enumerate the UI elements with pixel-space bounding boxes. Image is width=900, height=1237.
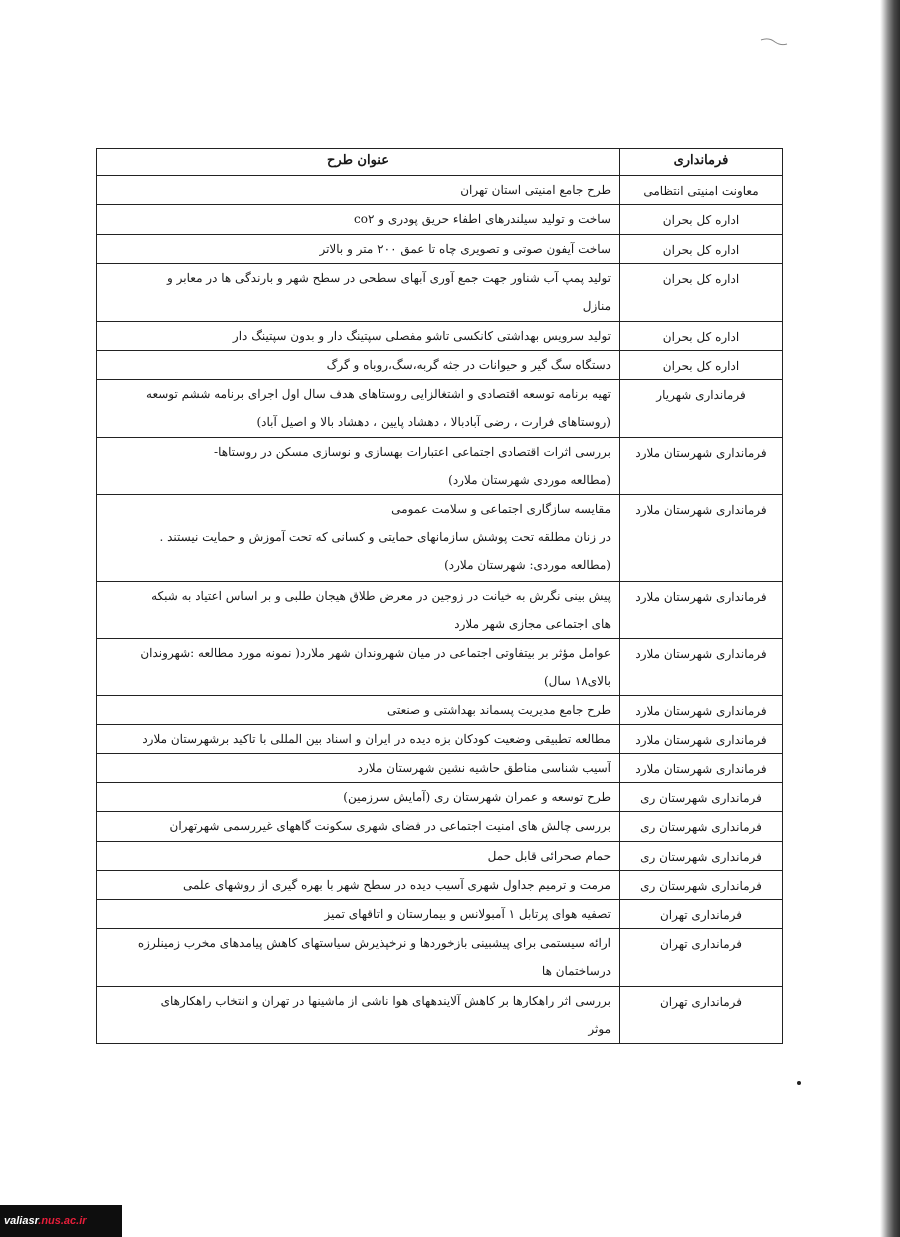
- governorate-cell: اداره کل بحران: [620, 322, 783, 351]
- governorate-cell: فرمانداری شهرستان ملارد: [620, 754, 783, 783]
- site-watermark: [0, 1205, 122, 1237]
- table-row: [97, 725, 783, 754]
- project-title-line: بالای۱۸ سال): [543, 674, 611, 688]
- project-title-cell: [97, 176, 620, 205]
- project-title-cell: [97, 871, 620, 900]
- project-title-line: (مطالعه موردی: شهرستان ملارد): [444, 558, 611, 572]
- table-row: [97, 205, 783, 235]
- table-row: [97, 438, 783, 495]
- table-row: [97, 987, 783, 1044]
- project-title-line: بررسی اثر راهکارها بر کاهش آلایندههای هوا ناشی از ماشینها در تهران و انتخاب راهکارهای: [160, 994, 611, 1008]
- governorate-cell: اداره کل بحران: [620, 205, 783, 235]
- project-title-line: بررسی اثرات اقتصادی اجتماعی اعتبارات بهسازی و نوسازی مسکن در روستاها-: [214, 445, 611, 459]
- project-title-cell: [97, 322, 620, 351]
- project-title-cell: [97, 842, 620, 871]
- table-row: [97, 351, 783, 380]
- project-title-line: طرح توسعه و عمران شهرستان ری (آمایش سرزمین): [343, 790, 611, 804]
- table-row: [97, 900, 783, 929]
- table-row: [97, 264, 783, 322]
- site-watermark-suffix: .nus.ac.ir: [38, 1215, 87, 1227]
- table-row: [97, 812, 783, 842]
- project-title-line: طرح جامع مدیریت پسماند بهداشتی و صنعتی: [387, 703, 611, 717]
- site-watermark-prefix: valiasr: [4, 1215, 39, 1227]
- project-title-line: منازل: [582, 299, 611, 313]
- governorate-cell: فرمانداری شهرستان ملارد: [620, 725, 783, 754]
- project-title-cell: [97, 264, 620, 322]
- table-row: [97, 380, 783, 438]
- table-row: [97, 322, 783, 351]
- table-body: [97, 176, 783, 1044]
- table-row: [97, 696, 783, 725]
- table-row: [97, 754, 783, 783]
- project-title-line: در زنان مطلقه تحت پوشش سازمانهای حمایتی و کسانی که تحت آموزش و حمایت نیستند .: [159, 530, 611, 544]
- project-title-cell: [97, 812, 620, 842]
- table-row: [97, 842, 783, 871]
- governorate-cell: فرمانداری شهرستان ملارد: [620, 438, 783, 495]
- governorate-cell: فرمانداری شهریار: [620, 380, 783, 438]
- project-title-line: ارائه سیستمی برای پیشبینی بازخوردها و نرخپذیرش سیاستهای کاهش پیامدهای مخرب زمینلرزه: [137, 936, 611, 950]
- governorate-cell: فرمانداری شهرستان ری: [620, 842, 783, 871]
- header-project-title: عنوان طرح: [97, 149, 620, 176]
- project-title-cell: [97, 351, 620, 380]
- project-title-line: درساختمان ها: [541, 964, 611, 978]
- project-title-line: مطالعه تطبیقی وضعیت کودکان بزه دیده در ایران و اسناد بین المللی با تاکید برشهرستان ملارد: [142, 732, 611, 746]
- governorate-cell: فرمانداری شهرستان ملارد: [620, 495, 783, 582]
- project-title-cell: [97, 725, 620, 754]
- project-title-cell: [97, 235, 620, 264]
- governorate-cell: فرمانداری شهرستان ملارد: [620, 582, 783, 639]
- project-title-cell: [97, 929, 620, 987]
- project-title-line: تولید پمپ آب شناور جهت جمع آوری آبهای سطحی در سطح شهر و بارندگی ها در معابر و: [167, 271, 611, 285]
- project-title-line: تصفیه هوای پرتابل ۱ آمبولانس و بیمارستان و اتاقهای تمیز: [324, 907, 611, 921]
- table-row: [97, 929, 783, 987]
- governorate-cell: فرمانداری شهرستان ملارد: [620, 639, 783, 696]
- project-title-cell: [97, 380, 620, 438]
- project-title-line: (روستاهای فرارت ، رضی آبادبالا ، دهشاد پایین ، دهشاد بالا و اصیل آباد): [256, 415, 611, 429]
- project-title-line: تولید سرویس بهداشتی کانکسی تاشو مفصلی سپتینگ دار و بدون سپتینگ دار: [232, 329, 611, 343]
- project-title-line: (مطالعه موردی شهرستان ملارد): [448, 473, 611, 487]
- project-title-line: مرمت و ترمیم جداول شهری آسیب دیده در سطح شهر با بهره گیری از روشهای علمی: [182, 878, 611, 892]
- project-title-cell: [97, 900, 620, 929]
- governorate-cell: اداره کل بحران: [620, 235, 783, 264]
- governorate-cell: فرمانداری شهرستان ری: [620, 812, 783, 842]
- table-row: [97, 639, 783, 696]
- project-title-line: دستگاه سگ گیر و حیوانات در جثه گربه،سگ،روباه و گرگ: [326, 358, 611, 372]
- scan-mark: [759, 36, 789, 48]
- stray-dot: [797, 1081, 801, 1085]
- table-row: [97, 582, 783, 639]
- governorate-cell: اداره کل بحران: [620, 264, 783, 322]
- project-title-cell: [97, 639, 620, 696]
- governorate-cell: فرمانداری شهرستان ری: [620, 783, 783, 812]
- project-title-cell: [97, 696, 620, 725]
- table-row: [97, 783, 783, 812]
- governorate-cell: معاونت امنیتی انتظامی: [620, 176, 783, 205]
- scan-edge-shadow: [880, 0, 900, 1237]
- project-title-line: عوامل مؤثر بر بیتفاوتی اجتماعی در میان شهروندان شهر ملارد( نمونه مورد مطالعه :شهروندان: [140, 646, 611, 660]
- governorate-cell: اداره کل بحران: [620, 351, 783, 380]
- project-title-line: ساخت آیفون صوتی و تصویری چاه تا عمق ۲۰۰ متر و بالاتر: [319, 242, 611, 256]
- project-title-cell: [97, 987, 620, 1044]
- project-title-cell: [97, 438, 620, 495]
- table-row: [97, 235, 783, 264]
- governorate-cell: فرمانداری تهران: [620, 929, 783, 987]
- project-title-line: ساخت و تولید سیلندرهای اطفاء حریق پودری و co۲: [354, 212, 611, 226]
- project-title-line: بررسی چالش های امنیت اجتماعی در فضای شهری سکونت گاههای غیررسمی شهرتهران: [169, 819, 611, 833]
- project-title-line: های اجتماعی مجازی شهر ملارد: [454, 617, 611, 631]
- project-title-cell: [97, 754, 620, 783]
- project-title-cell: [97, 582, 620, 639]
- project-title-line: موثر: [588, 1022, 611, 1036]
- project-title-line: مقایسه سازگاری اجتماعی و سلامت عمومی: [391, 502, 611, 516]
- project-title-line: آسیب شناسی مناطق حاشیه نشین شهرستان ملارد: [357, 761, 611, 775]
- project-title-cell: [97, 205, 620, 235]
- project-title-cell: [97, 495, 620, 582]
- projects-table: [96, 148, 783, 1044]
- governorate-cell: فرمانداری تهران: [620, 900, 783, 929]
- project-title-line: تهیه برنامه توسعه اقتصادی و اشتغالزایی روستاهای هدف سال اول اجرای برنامه ششم توسعه: [146, 387, 611, 401]
- project-title-cell: [97, 783, 620, 812]
- project-title-line: پیش بینی نگرش به خیانت در زوجین در معرض طلاق هیجان طلبی و بر اساس اعتیاد به شبکه: [151, 589, 611, 603]
- project-title-line: حمام صحرائی قابل حمل: [487, 849, 611, 863]
- table-row: [97, 871, 783, 900]
- governorate-cell: فرمانداری شهرستان ری: [620, 871, 783, 900]
- governorate-cell: فرمانداری تهران: [620, 987, 783, 1044]
- governorate-cell: فرمانداری شهرستان ملارد: [620, 696, 783, 725]
- header-governorate: فرمانداری: [620, 149, 783, 176]
- table-row: [97, 495, 783, 582]
- project-title-line: طرح جامع امنیتی استان تهران: [460, 183, 611, 197]
- table-row: [97, 176, 783, 205]
- table-header-row: [97, 149, 783, 176]
